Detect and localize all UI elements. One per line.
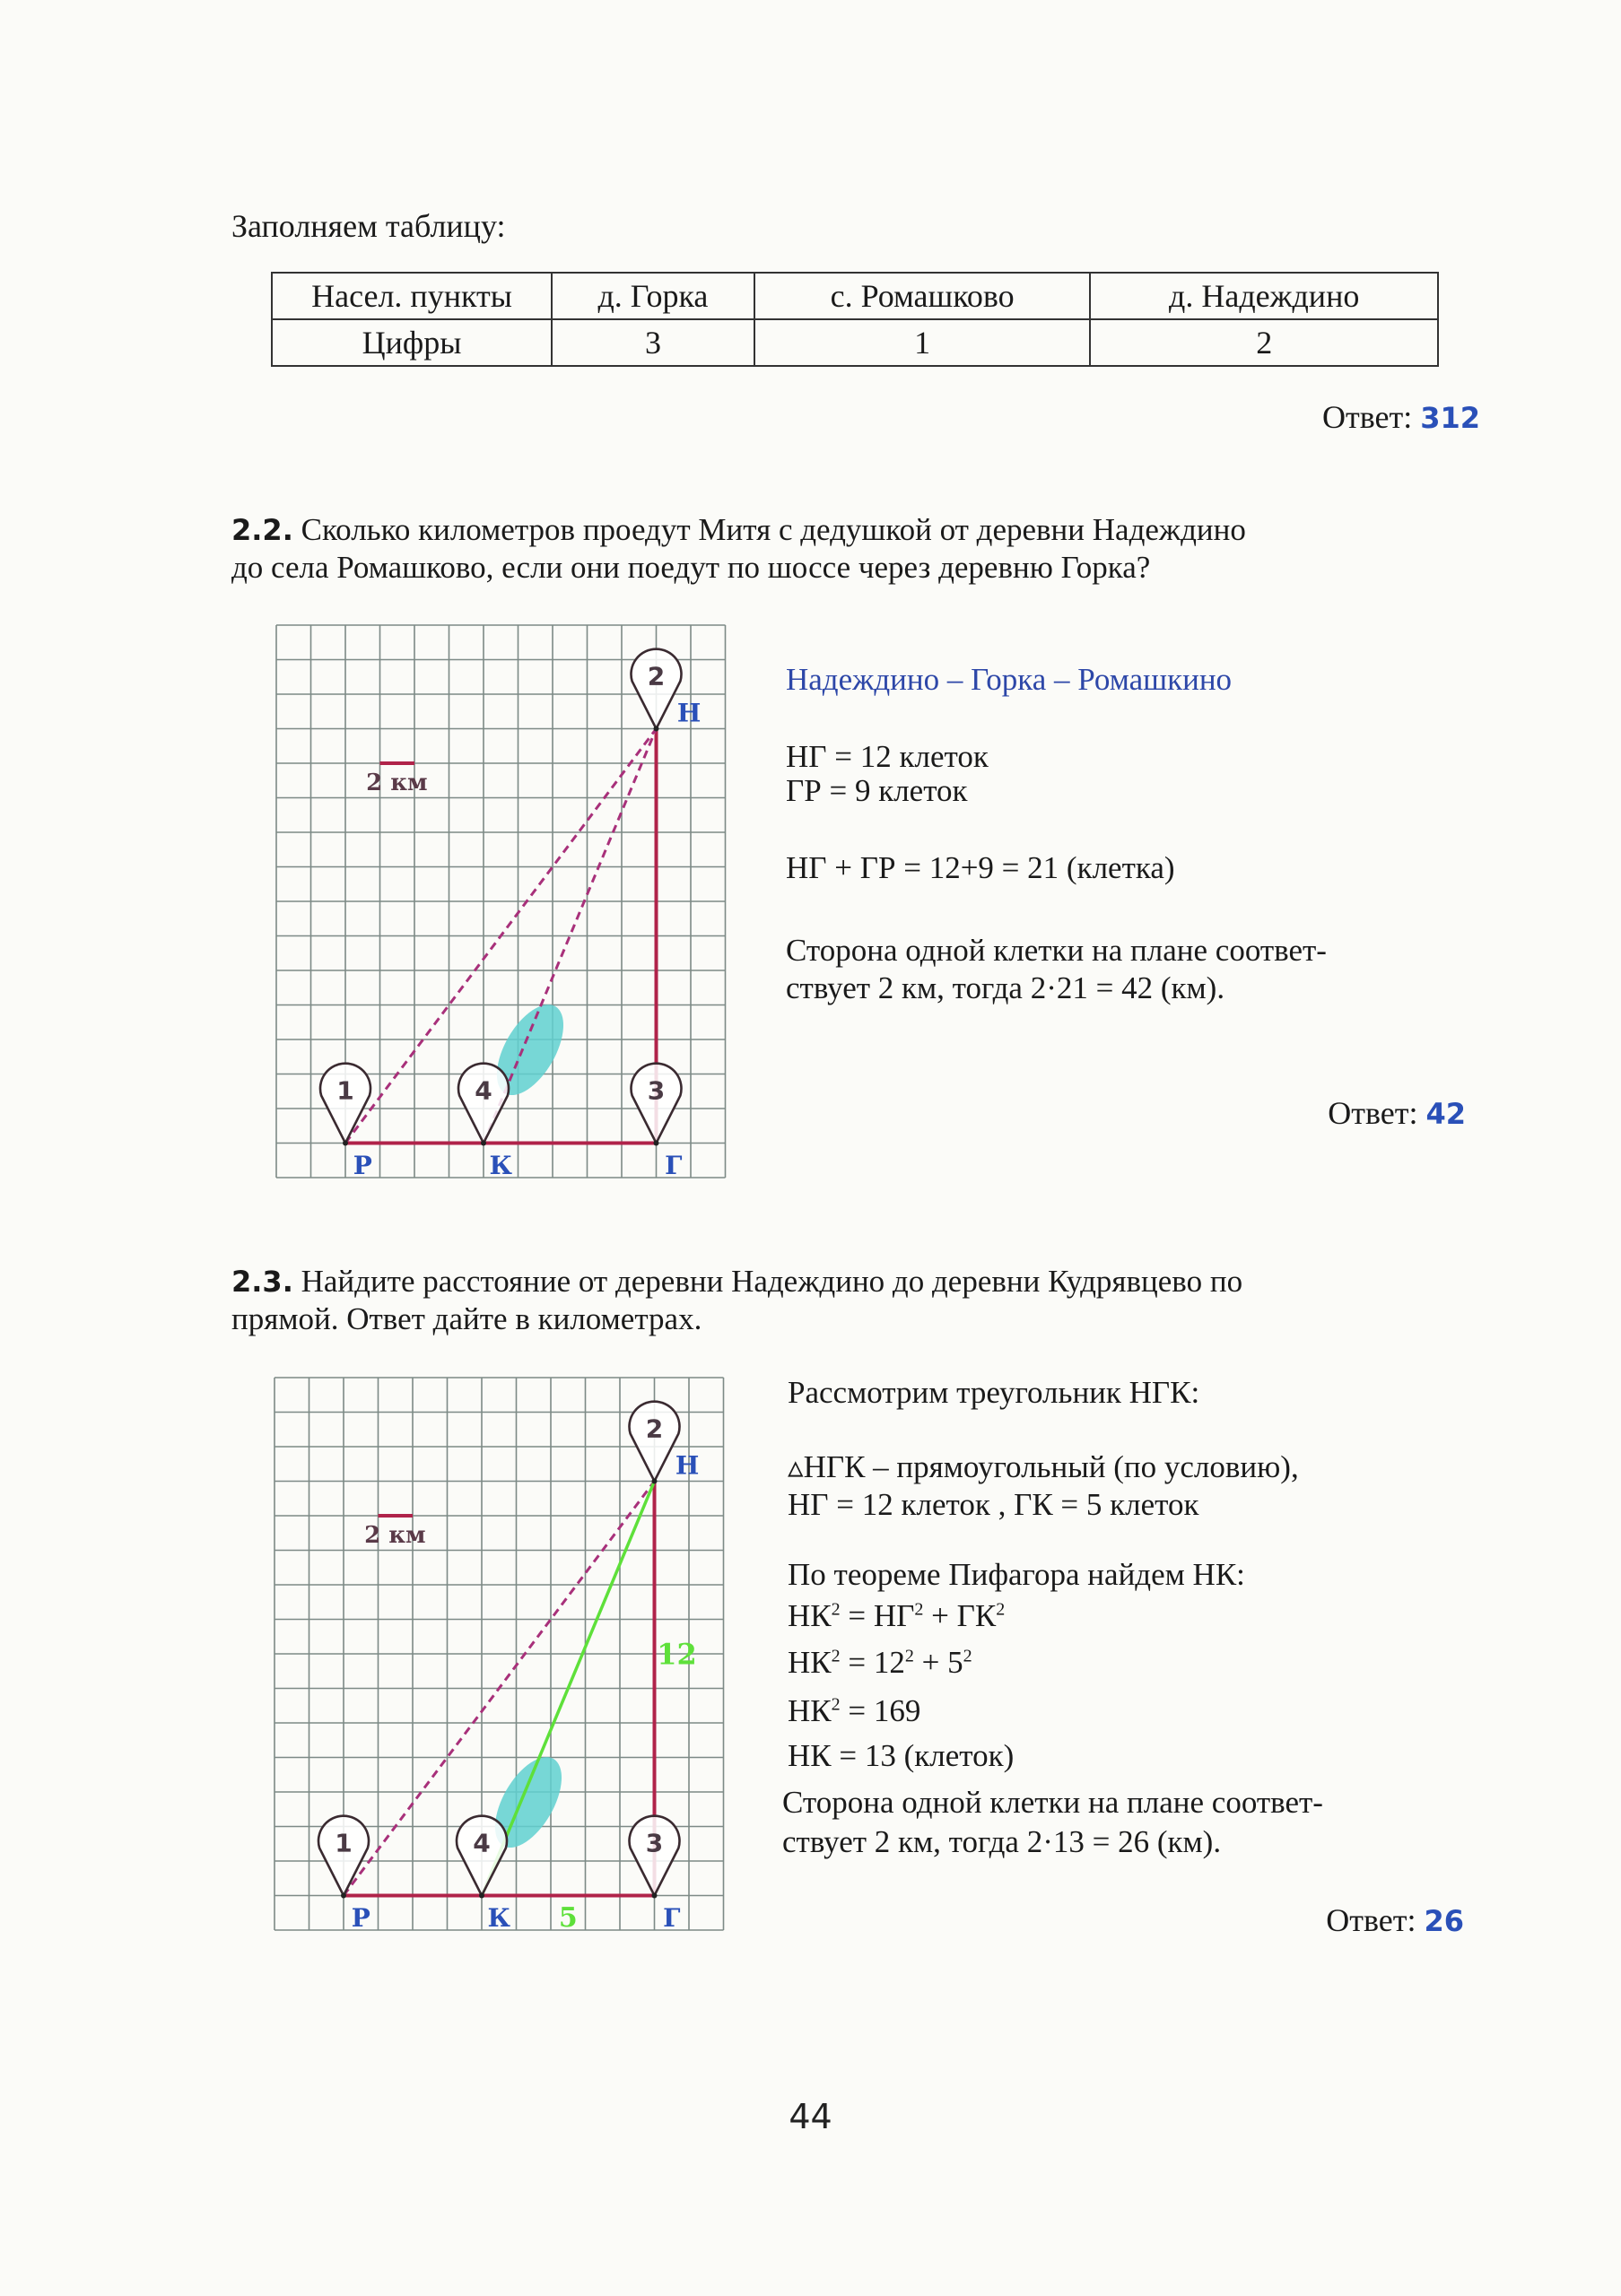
table-cell: д. Надеждино xyxy=(1090,273,1438,319)
pin-number: 1 xyxy=(335,1828,353,1858)
answer-2-3 xyxy=(1326,1901,1464,1939)
question-line: прямой. Ответ дайте в километрах. xyxy=(231,1301,702,1336)
scale-label: 2 км xyxy=(366,770,428,796)
solution-line: ▵НГК – прямоугольный (по условию), xyxy=(788,1449,1299,1484)
exponent: 2 xyxy=(914,1599,924,1620)
point-letter: Р xyxy=(351,1903,370,1933)
point-dot xyxy=(652,1479,658,1484)
question-line: Найдите расстояние от деревни Надеждино до деревни Кудрявцево по xyxy=(301,1264,1243,1299)
leg-label-vertical: 12 xyxy=(657,1637,697,1672)
pin-number: 2 xyxy=(645,1413,664,1444)
pin-number: 4 xyxy=(475,1075,492,1106)
intro-text: Заполняем таблицу: xyxy=(231,208,506,244)
solution-line: ствует 2 км, тогда 2·13 = 26 (км). xyxy=(782,1824,1222,1859)
point-dot xyxy=(341,1893,346,1899)
equation-line xyxy=(788,1693,920,1729)
eq-term: = НГ xyxy=(840,1598,915,1633)
table-cell: Насел. пункты xyxy=(272,273,552,319)
table-cell: д. Горка xyxy=(552,273,754,319)
point-letter: Н xyxy=(676,698,702,728)
table-cell: 3 xyxy=(552,319,754,366)
eq-term: НК xyxy=(788,1693,832,1728)
leg-label-horizontal: 5 xyxy=(558,1902,578,1934)
equation-line xyxy=(788,1645,972,1681)
task-number: 2.2. xyxy=(231,513,293,547)
question-line: до села Ромашково, если они поедут по шоссе через деревню Горка? xyxy=(231,550,1151,585)
exponent: 2 xyxy=(831,1694,841,1715)
solution-line: Рассмотрим треугольник НГК: xyxy=(788,1375,1200,1410)
point-letter: Г xyxy=(665,1151,683,1180)
exponent: 2 xyxy=(831,1646,841,1666)
point-letter: К xyxy=(487,1903,510,1933)
eq-term: = 12 xyxy=(840,1645,905,1680)
eq-term: НК xyxy=(788,1645,832,1680)
table-cell: Цифры xyxy=(272,319,552,366)
table-cell: 1 xyxy=(754,319,1091,366)
answer-label: Ответ: xyxy=(1321,399,1413,435)
answer-value: 312 xyxy=(1420,401,1480,435)
answer-value: 42 xyxy=(1425,1097,1466,1131)
exponent: 2 xyxy=(831,1599,841,1620)
route-text: Надеждино – Горка – Ромашкино xyxy=(786,662,1233,697)
point-letter: Г xyxy=(663,1903,681,1933)
point-dot xyxy=(652,1893,658,1899)
solution-line: Сторона одной клетки на плане соответ- xyxy=(786,933,1327,968)
solution-line: НГ = 12 клеток xyxy=(786,739,989,774)
table-cell: с. Ромашково xyxy=(754,273,1091,319)
pin-number: 4 xyxy=(473,1828,491,1858)
scale-label: 2 км xyxy=(364,1522,426,1549)
pin-number: 2 xyxy=(647,661,666,691)
solution-line: НГ + ГР = 12+9 = 21 (клетка) xyxy=(786,850,1175,885)
exponent: 2 xyxy=(996,1599,1006,1620)
answer-value: 26 xyxy=(1424,1904,1464,1938)
solution-line: По теореме Пифагора найдем НК: xyxy=(788,1557,1245,1592)
solution-line: Сторона одной клетки на плане соответ- xyxy=(782,1785,1323,1820)
answer-label: Ответ: xyxy=(1328,1095,1418,1131)
solution-line: НК = 13 (клеток) xyxy=(788,1738,1015,1773)
exponent: 2 xyxy=(904,1646,914,1666)
table-cell: 2 xyxy=(1090,319,1438,366)
answer-label: Ответ: xyxy=(1326,1902,1416,1938)
solution-line: НГ = 12 клеток , ГК = 5 клеток xyxy=(788,1487,1199,1522)
equation-line xyxy=(788,1598,1005,1634)
eq-term: + ГК xyxy=(923,1598,997,1633)
point-letter: Р xyxy=(353,1151,372,1180)
eq-term: + 5 xyxy=(913,1645,963,1680)
task-number: 2.3. xyxy=(231,1265,293,1299)
solution-line: ГР = 9 клеток xyxy=(786,773,968,808)
eq-term: НК xyxy=(788,1598,832,1633)
pin-number: 1 xyxy=(336,1075,354,1106)
page-number: 44 xyxy=(789,2097,832,2136)
pin-number: 3 xyxy=(647,1075,666,1106)
question-line: Сколько километров проедут Митя с дедушкой от деревни Надеждино xyxy=(301,512,1246,547)
point-dot xyxy=(479,1893,484,1899)
pin-number: 3 xyxy=(645,1828,664,1858)
point-letter: К xyxy=(489,1151,512,1180)
point-letter: Н xyxy=(675,1450,700,1481)
exponent: 2 xyxy=(963,1646,972,1666)
solution-line: ствует 2 км, тогда 2·21 = 42 (км). xyxy=(786,970,1225,1005)
eq-term: = 169 xyxy=(840,1693,921,1728)
